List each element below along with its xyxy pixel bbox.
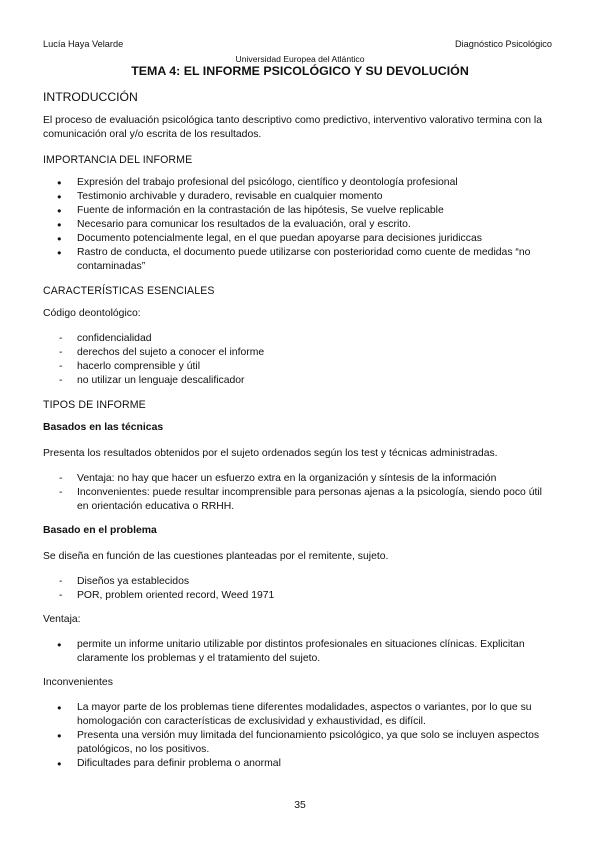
document-body: [43, 90, 553, 781]
tecnicas-text: Presenta los resultados obtenidos por el sujeto ordenados según los test y técnicas administradas.: [43, 448, 498, 459]
problema-list: [43, 575, 553, 603]
importancia-list: [43, 176, 553, 274]
list-item: ● Rastro de conducta, el documento puede utilizarse con posterioridad como cuente de medidas “no contaminadas”: [43, 246, 553, 274]
ventaja-label: Ventaja:: [43, 614, 81, 625]
list-item: ● permite un informe unitario utilizable por distintos profesionales en situaciones clínicas. Explicitan claramente los problemas y el tratamiento del sujeto.: [43, 638, 553, 666]
importancia-heading: IMPORTANCIA DEL INFORME: [43, 154, 193, 166]
list-item: ● Dificultades para definir problema o anormal: [43, 757, 553, 771]
codigo-subheading: Código deontológico:: [43, 308, 141, 319]
list-item: - Ventaja: no hay que hacer un esfuerzo extra en la organización y síntesis de la información: [43, 472, 553, 486]
intro-text: El proceso de evaluación psicológica tanto descriptivo como predictivo, interventivo valorativo termina con la comunicación oral y/o escrita de los resultados.: [43, 115, 543, 140]
list-item: ● Fuente de información en la contrastación de las hipótesis, Se vuelve replicable: [43, 204, 553, 218]
list-item: ● La mayor parte de los problemas tiene diferentes modalidades, aspectos o variantes, por lo que su homologación con características de exclusividad y exhaustividad, es difícil.: [43, 701, 553, 729]
tecnicas-heading: Basados en las técnicas: [43, 422, 164, 433]
header-course: Diagnóstico Psicológico: [454, 39, 552, 49]
list-item: - no utilizar un lenguaje descalificador: [43, 374, 553, 388]
list-item: - Diseños ya establecidos: [43, 575, 553, 589]
page-number: 35: [294, 800, 306, 811]
list-item: ● Expresión del trabajo profesional del psicólogo, científico y deontología profesional: [43, 176, 553, 190]
list-item: ● Presenta una versión muy limitada del funcionamiento psicológico, ya que solo se incluyen aspectos patológicos, no los positivos.: [43, 729, 553, 757]
list-item: - derechos del sujeto a conocer el informe: [43, 346, 553, 360]
inconvenientes-list: [43, 701, 553, 771]
header-university: Universidad Europea del Atlántico: [235, 54, 365, 64]
caracteristicas-heading: CARACTERÍSTICAS ESENCIALES: [43, 285, 215, 297]
list-item: - confidencialidad: [43, 332, 553, 346]
tecnicas-list: [43, 472, 553, 514]
list-item: - POR, problem oriented record, Weed 1971: [43, 589, 553, 603]
intro-heading: INTRODUCCIÓN: [43, 90, 138, 104]
tipos-heading: TIPOS DE INFORME: [43, 399, 146, 411]
list-item: ● Necesario para comunicar los resultados de la evaluación, oral y escrito.: [43, 218, 553, 232]
document-title: TEMA 4: EL INFORME PSICOLÓGICO Y SU DEVOLUCIÓN: [131, 64, 469, 78]
list-item: ● Documento potencialmente legal, en el que puedan apoyarse para decisiones juridiccas: [43, 232, 553, 246]
ventaja-list: [43, 638, 553, 666]
list-item: - Inconvenientes: puede resultar incomprensible para personas ajenas a la psicología, siendo poco útil en orientación educativa o RRHH.: [43, 486, 553, 514]
problema-heading: Basado en el problema: [43, 525, 157, 536]
list-item: ● Testimonio archivable y duradero, revisable en cualquier momento: [43, 190, 553, 204]
problema-text: Se diseña en función de las cuestiones planteadas por el remitente, sujeto.: [43, 551, 389, 562]
header-author: Lucía Haya Velarde: [43, 39, 124, 49]
inconvenientes-label: Inconvenientes: [43, 677, 113, 688]
list-item: - hacerlo comprensible y útil: [43, 360, 553, 374]
codigo-list: [43, 332, 553, 388]
